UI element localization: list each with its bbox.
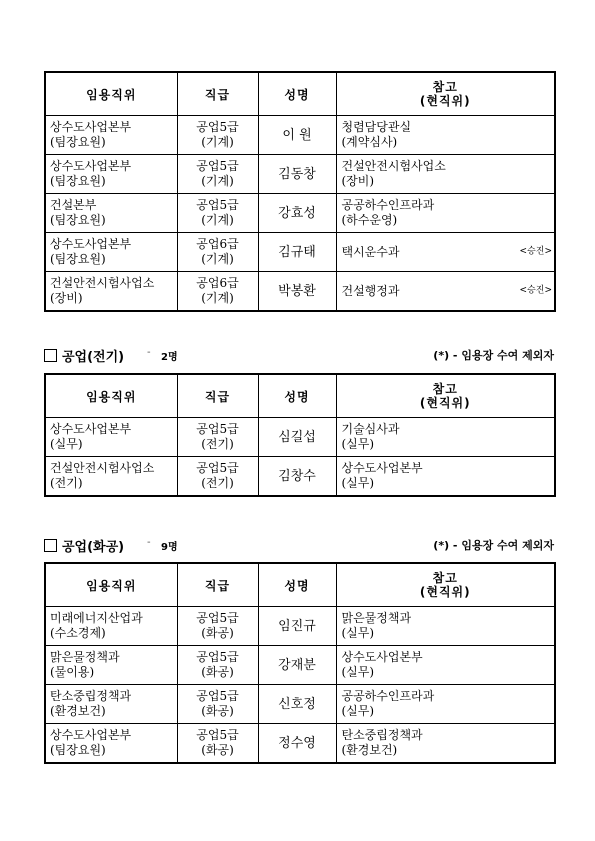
grade-series: (전기) (201, 476, 234, 490)
header-reference-line1: 참고 (432, 382, 458, 396)
person-name: 이 원 (258, 116, 336, 155)
grade-level: 공업5급 (196, 159, 239, 173)
grade-level: 공업5급 (196, 198, 239, 212)
grade-series: (화공) (201, 665, 234, 679)
promotion-note: <승진> (519, 285, 552, 296)
current-position: 상수도사업본부 (341, 461, 423, 475)
position-cell (45, 194, 177, 233)
position-cell (45, 607, 177, 646)
current-position-detail: (실무) (341, 704, 375, 718)
current-position: 탄소중립정책과 (341, 728, 423, 742)
person-name: 김동창 (258, 155, 336, 194)
promotion-note: <승진> (519, 246, 552, 257)
position-name: 상수도사업본부 (50, 237, 132, 251)
grade-cell (177, 724, 258, 764)
header-reference-line2: (현직위) (419, 585, 471, 599)
table-row (45, 646, 555, 685)
position-name: 상수도사업본부 (50, 728, 132, 742)
current-position: 기술심사과 (341, 422, 400, 436)
position-cell (45, 457, 177, 497)
reference-cell (336, 194, 555, 233)
position-detail: (물이용) (50, 665, 95, 679)
grade-series: (기계) (201, 135, 234, 149)
person-name: 김규태 (258, 233, 336, 272)
reference-cell (336, 272, 555, 312)
header-grade: 직급 (177, 563, 258, 607)
current-position: 공공하수인프라과 (341, 689, 435, 703)
header-position: 임용직위 (45, 374, 177, 418)
current-position: 건설안전시험사업소 (341, 159, 446, 173)
table-header-row (45, 72, 555, 116)
header-reference-line2: (현직위) (419, 396, 471, 410)
grade-level: 공업5급 (196, 650, 239, 664)
reference-cell (336, 607, 555, 646)
position-name: 맑은물정책과 (50, 650, 120, 664)
reference-cell (336, 685, 555, 724)
reference-cell (336, 233, 555, 272)
current-position-detail: (실무) (341, 437, 375, 451)
position-name: 미래에너지산업과 (50, 611, 143, 625)
current-position-detail: (환경보건) (341, 743, 398, 757)
header-name: 성명 (258, 72, 336, 116)
grade-cell (177, 685, 258, 724)
table-header-row (45, 563, 555, 607)
position-cell (45, 116, 177, 155)
header-name: 성명 (258, 374, 336, 418)
header-reference (336, 563, 555, 607)
checkbox-square-icon (44, 349, 57, 362)
person-name: 강효성 (258, 194, 336, 233)
current-position: 건설행정과 (341, 283, 400, 298)
current-position-detail: (장비) (341, 174, 375, 188)
grade-level: 공업5급 (196, 728, 239, 742)
person-name: 신호정 (258, 685, 336, 724)
person-name: 정수영 (258, 724, 336, 764)
table-row (45, 233, 555, 272)
position-cell (45, 418, 177, 457)
current-position: 택시운수과 (341, 244, 400, 259)
section-title: 공업(화공) (62, 540, 125, 555)
roster-table-chemical (44, 562, 556, 764)
position-cell (45, 646, 177, 685)
table-row (45, 607, 555, 646)
person-name: 김창수 (258, 457, 336, 497)
current-position: 공공하수인프라과 (341, 198, 435, 212)
position-name: 건설안전시험사업소 (50, 276, 155, 290)
header-position: 임용직위 (45, 72, 177, 116)
grade-series: (기계) (201, 252, 234, 266)
grade-cell (177, 272, 258, 312)
position-cell (45, 724, 177, 764)
table-header-row (45, 374, 555, 418)
grade-series: (전기) (201, 437, 234, 451)
table-row (45, 418, 555, 457)
grade-level: 공업5급 (196, 689, 239, 703)
grade-series: (화공) (201, 704, 234, 718)
position-detail: (환경보건) (50, 704, 106, 718)
header-reference-line1: 참고 (432, 80, 458, 94)
header-reference (336, 374, 555, 418)
table-row (45, 116, 555, 155)
position-name: 탄소중립정책과 (50, 689, 132, 703)
section-heading-electrical (44, 346, 554, 364)
current-position: 청렴담당관실 (341, 120, 412, 134)
grade-level: 공업5급 (196, 611, 239, 625)
position-detail: (실무) (50, 437, 83, 451)
grade-series: (화공) (201, 626, 234, 640)
position-detail: (팀장요원) (50, 135, 106, 149)
position-cell (45, 155, 177, 194)
header-grade: 직급 (177, 72, 258, 116)
current-position: 맑은물정책과 (341, 611, 412, 625)
position-detail: (팀장요원) (50, 743, 106, 757)
section-note: (*) - 임용장 수여 제외자 (433, 349, 554, 362)
position-name: 상수도사업본부 (50, 120, 132, 134)
table-body (45, 116, 555, 312)
person-name: 심길섭 (258, 418, 336, 457)
position-detail: (장비) (50, 291, 83, 305)
section-heading-chemical (44, 536, 554, 554)
header-reference (336, 72, 555, 116)
reference-cell (336, 418, 555, 457)
grade-level: 공업6급 (196, 237, 239, 251)
current-position-detail: (실무) (341, 626, 375, 640)
position-detail: (전기) (50, 476, 83, 490)
section-note: (*) - 임용장 수여 제외자 (433, 539, 554, 552)
grade-level: 공업5급 (196, 461, 239, 475)
table-body (45, 607, 555, 764)
person-name: 강재분 (258, 646, 336, 685)
position-name: 상수도사업본부 (50, 159, 132, 173)
header-reference-line2: (현직위) (419, 94, 471, 108)
position-detail: (팀장요원) (50, 213, 106, 227)
table-row (45, 457, 555, 497)
header-reference-line1: 참고 (432, 571, 458, 585)
position-detail: (팀장요원) (50, 252, 106, 266)
section-dash: - (147, 347, 151, 358)
position-detail: (수소경제) (50, 626, 106, 640)
reference-cell (336, 155, 555, 194)
grade-series: (기계) (201, 174, 234, 188)
current-position: 상수도사업본부 (341, 650, 423, 664)
position-cell (45, 685, 177, 724)
header-name: 성명 (258, 563, 336, 607)
roster-table-electrical (44, 373, 556, 497)
grade-cell (177, 233, 258, 272)
grade-cell (177, 457, 258, 497)
table-row (45, 155, 555, 194)
section-title: 공업(전기) (62, 350, 125, 365)
current-position-detail: (하수운영) (341, 213, 398, 227)
table-row (45, 724, 555, 764)
reference-cell (336, 457, 555, 497)
grade-series: (화공) (201, 743, 234, 757)
section-count: 2명 (161, 352, 178, 363)
current-position-detail: (실무) (341, 476, 375, 490)
grade-cell (177, 155, 258, 194)
checkbox-square-icon (44, 539, 57, 552)
grade-level: 공업5급 (196, 422, 239, 436)
person-name: 박봉환 (258, 272, 336, 312)
grade-level: 공업6급 (196, 276, 239, 290)
section-count: 9명 (161, 542, 178, 553)
grade-cell (177, 194, 258, 233)
position-cell (45, 233, 177, 272)
reference-cell (336, 646, 555, 685)
header-grade: 직급 (177, 374, 258, 418)
header-position: 임용직위 (45, 563, 177, 607)
table-row (45, 194, 555, 233)
grade-level: 공업5급 (196, 120, 239, 134)
table-row (45, 272, 555, 312)
position-name: 상수도사업본부 (50, 422, 132, 436)
grade-cell (177, 646, 258, 685)
grade-cell (177, 607, 258, 646)
person-name: 임진규 (258, 607, 336, 646)
table-body (45, 418, 555, 497)
table-row (45, 685, 555, 724)
position-name: 건설본부 (50, 198, 97, 212)
current-position-detail: (계약심사) (341, 135, 398, 149)
roster-table-mechanical (44, 71, 556, 312)
position-cell (45, 272, 177, 312)
current-position-detail: (실무) (341, 665, 375, 679)
position-name: 건설안전시험사업소 (50, 461, 155, 475)
section-dash: - (147, 537, 151, 548)
grade-series: (기계) (201, 291, 234, 305)
reference-cell (336, 724, 555, 764)
grade-cell (177, 418, 258, 457)
position-detail: (팀장요원) (50, 174, 106, 188)
grade-series: (기계) (201, 213, 234, 227)
grade-cell (177, 116, 258, 155)
reference-cell (336, 116, 555, 155)
